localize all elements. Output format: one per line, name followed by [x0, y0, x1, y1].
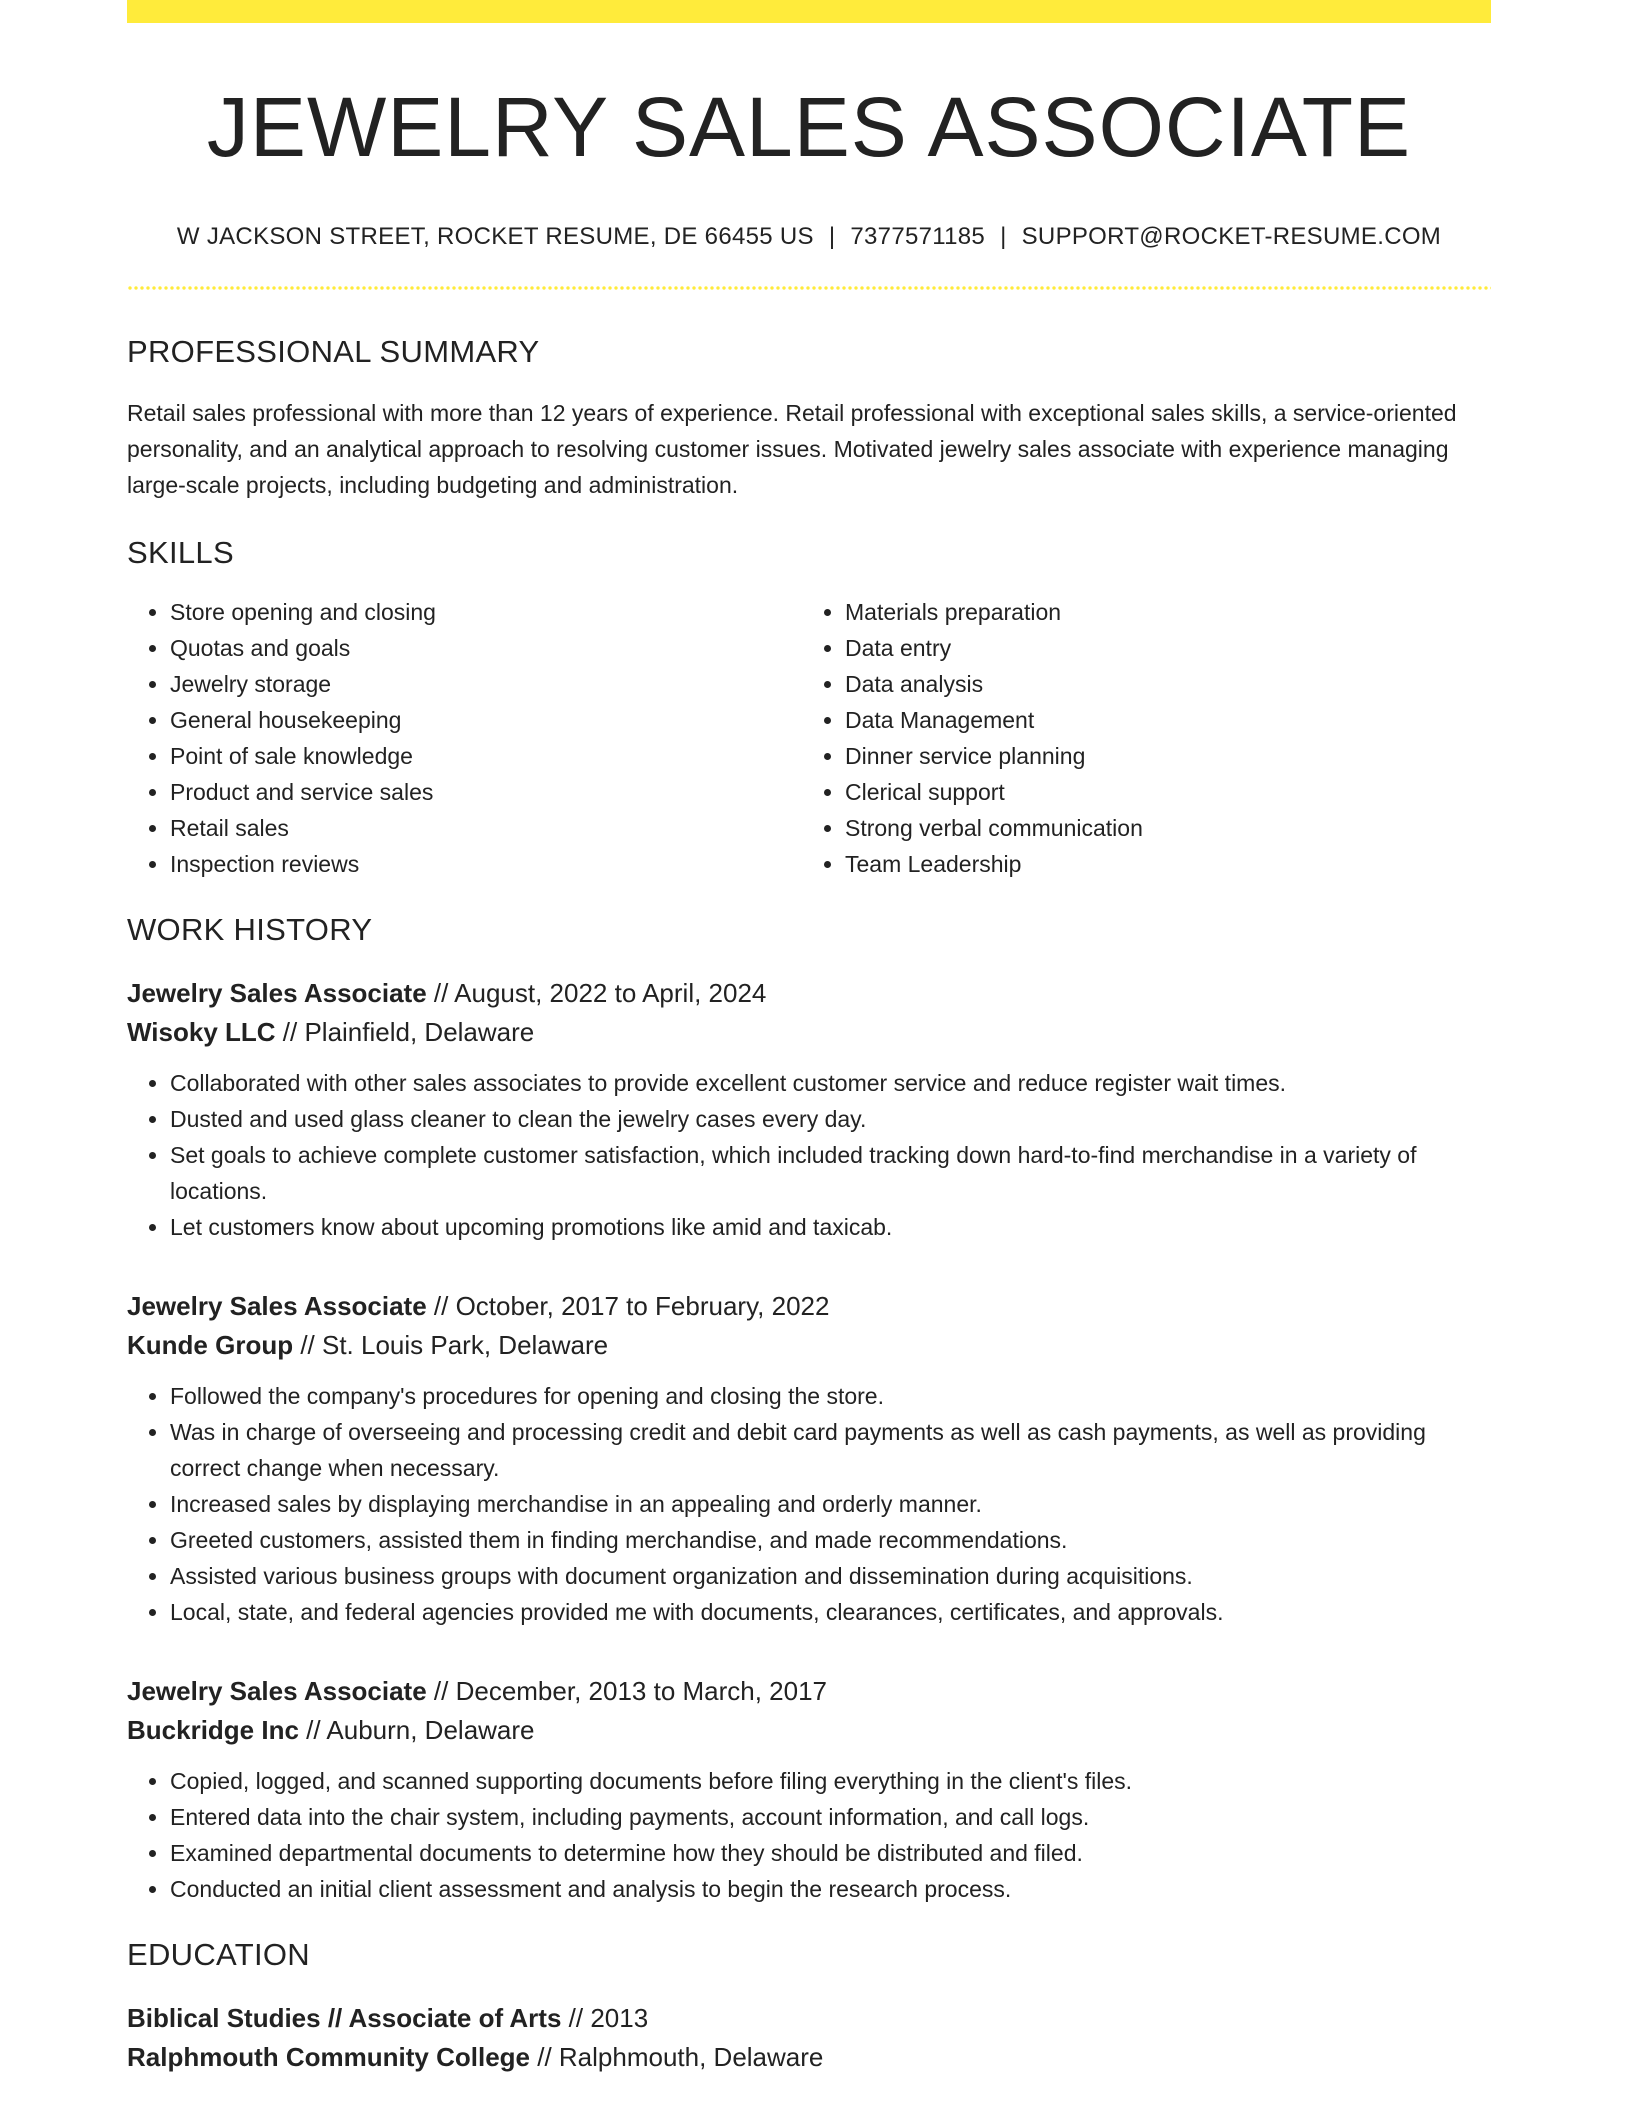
education-year: // 2013	[561, 2003, 649, 2034]
job-entry	[127, 1287, 1491, 1630]
job-company: Kunde Group	[127, 1330, 294, 1361]
job-company-line	[127, 1326, 1491, 1365]
job-bullet: • Conducted an initial client assessment and analysis to begin the research process.	[170, 1871, 1491, 1907]
job-location: // St. Louis Park, Delaware	[293, 1330, 609, 1361]
job-bullets	[127, 1763, 1491, 1907]
contact-line	[127, 223, 1491, 251]
job-location: // Auburn, Delaware	[298, 1715, 535, 1746]
education-school: Ralphmouth Community College	[127, 2042, 530, 2073]
job-entry	[127, 1672, 1491, 1907]
job-location: // Plainfield, Delaware	[275, 1017, 535, 1048]
job-bullet: • Greeted customers, assisted them in finding merchandise, and made recommendations.	[170, 1522, 1491, 1558]
job-role-line	[127, 1287, 1491, 1326]
job-company-line	[127, 1711, 1491, 1750]
job-bullet: • Collaborated with other sales associates to provide excellent customer service and reduce register wait times.	[170, 1065, 1491, 1101]
job-role: Jewelry Sales Associate	[127, 978, 427, 1009]
skill-item: • Data analysis	[845, 666, 1475, 702]
job-role: Jewelry Sales Associate	[127, 1291, 427, 1322]
job-role-line	[127, 1672, 1491, 1711]
job-entry	[127, 974, 1491, 1245]
job-bullet: • Was in charge of overseeing and processing credit and debit card payments as well as cash payments, as well as providing correct change when necessary.	[170, 1414, 1491, 1486]
job-dates: // August, 2022 to April, 2024	[426, 978, 767, 1009]
job-bullet: • Copied, logged, and scanned supporting documents before filing everything in the client's files.	[170, 1763, 1491, 1799]
skill-item: • Strong verbal communication	[845, 810, 1475, 846]
resume-name-title: JEWELRY SALES ASSOCIATE	[206, 80, 1412, 174]
contact-separator: |	[1000, 223, 1007, 251]
skill-item: • Jewelry storage	[170, 666, 800, 702]
job-role-line	[127, 974, 1491, 1013]
contact-email: SUPPORT@ROCKET-RESUME.COM	[1021, 223, 1442, 251]
work-history-heading: WORK HISTORY	[127, 912, 373, 948]
job-bullet: • Increased sales by displaying merchandise in an appealing and orderly manner.	[170, 1486, 1491, 1522]
skills-column-2	[800, 594, 1475, 882]
education-degree: Biblical Studies // Associate of Arts	[127, 2003, 562, 2034]
job-company-line	[127, 1013, 1491, 1052]
skill-item: • General housekeeping	[170, 702, 800, 738]
resume-page	[127, 0, 1491, 2077]
skill-item: • Dinner service planning	[845, 738, 1475, 774]
job-company: Buckridge Inc	[127, 1715, 299, 1746]
contact-address: W JACKSON STREET, ROCKET RESUME, DE 66455 US	[176, 223, 814, 251]
job-company: Wisoky LLC	[127, 1017, 276, 1048]
education-entry	[127, 1999, 1491, 2077]
skill-item: • Clerical support	[845, 774, 1475, 810]
education-heading: EDUCATION	[127, 1937, 310, 1973]
summary-heading: PROFESSIONAL SUMMARY	[127, 334, 540, 370]
job-bullet: • Dusted and used glass cleaner to clean the jewelry cases every day.	[170, 1101, 1491, 1137]
dotted-divider	[127, 286, 1491, 290]
skill-item: • Materials preparation	[845, 594, 1475, 630]
skill-item: • Store opening and closing	[170, 594, 800, 630]
education-location: // Ralphmouth, Delaware	[530, 2042, 824, 2073]
job-bullets	[127, 1378, 1491, 1630]
job-bullet: • Assisted various business groups with document organization and dissemination during acquisitions.	[170, 1558, 1491, 1594]
skill-item: • Retail sales	[170, 810, 800, 846]
summary-text: Retail sales professional with more than 12 years of experience. Retail professional with exceptional sales skills, a service-oriented personality, and an analytical approach to resolving customer issues. Motivated jewelry sales associate with experience managing large-scale projects, including budgeting and administration.	[127, 400, 1457, 499]
contact-phone: 7377571185	[850, 223, 986, 251]
skill-item: • Data Management	[845, 702, 1475, 738]
skill-item: • Data entry	[845, 630, 1475, 666]
skill-item: • Team Leadership	[845, 846, 1475, 882]
job-bullet: • Local, state, and federal agencies provided me with documents, clearances, certificates, and approvals.	[170, 1594, 1491, 1630]
accent-top-bar	[127, 0, 1491, 23]
job-bullets	[127, 1065, 1491, 1245]
job-bullet: • Examined departmental documents to determine how they should be distributed and filed.	[170, 1835, 1491, 1871]
skill-item: • Inspection reviews	[170, 846, 800, 882]
job-dates: // October, 2017 to February, 2022	[426, 1291, 830, 1322]
job-bullet: • Followed the company's procedures for opening and closing the store.	[170, 1378, 1491, 1414]
education-degree-line	[127, 1999, 1491, 2038]
job-bullet: • Entered data into the chair system, including payments, account information, and call logs.	[170, 1799, 1491, 1835]
skills-list	[127, 594, 1491, 882]
job-role: Jewelry Sales Associate	[127, 1676, 427, 1707]
job-dates: // December, 2013 to March, 2017	[426, 1676, 828, 1707]
education-school-line	[127, 2038, 1491, 2077]
contact-separator: |	[828, 223, 836, 251]
job-bullet: • Let customers know about upcoming promotions like amid and taxicab.	[170, 1209, 1491, 1245]
skill-item: • Point of sale knowledge	[170, 738, 800, 774]
skill-item: • Quotas and goals	[170, 630, 800, 666]
skills-heading: SKILLS	[127, 535, 234, 571]
skills-column-1	[127, 594, 800, 882]
skill-item: • Product and service sales	[170, 774, 800, 810]
job-bullet: • Set goals to achieve complete customer satisfaction, which included tracking down hard-to-find merchandise in a variety of locations.	[170, 1137, 1491, 1209]
